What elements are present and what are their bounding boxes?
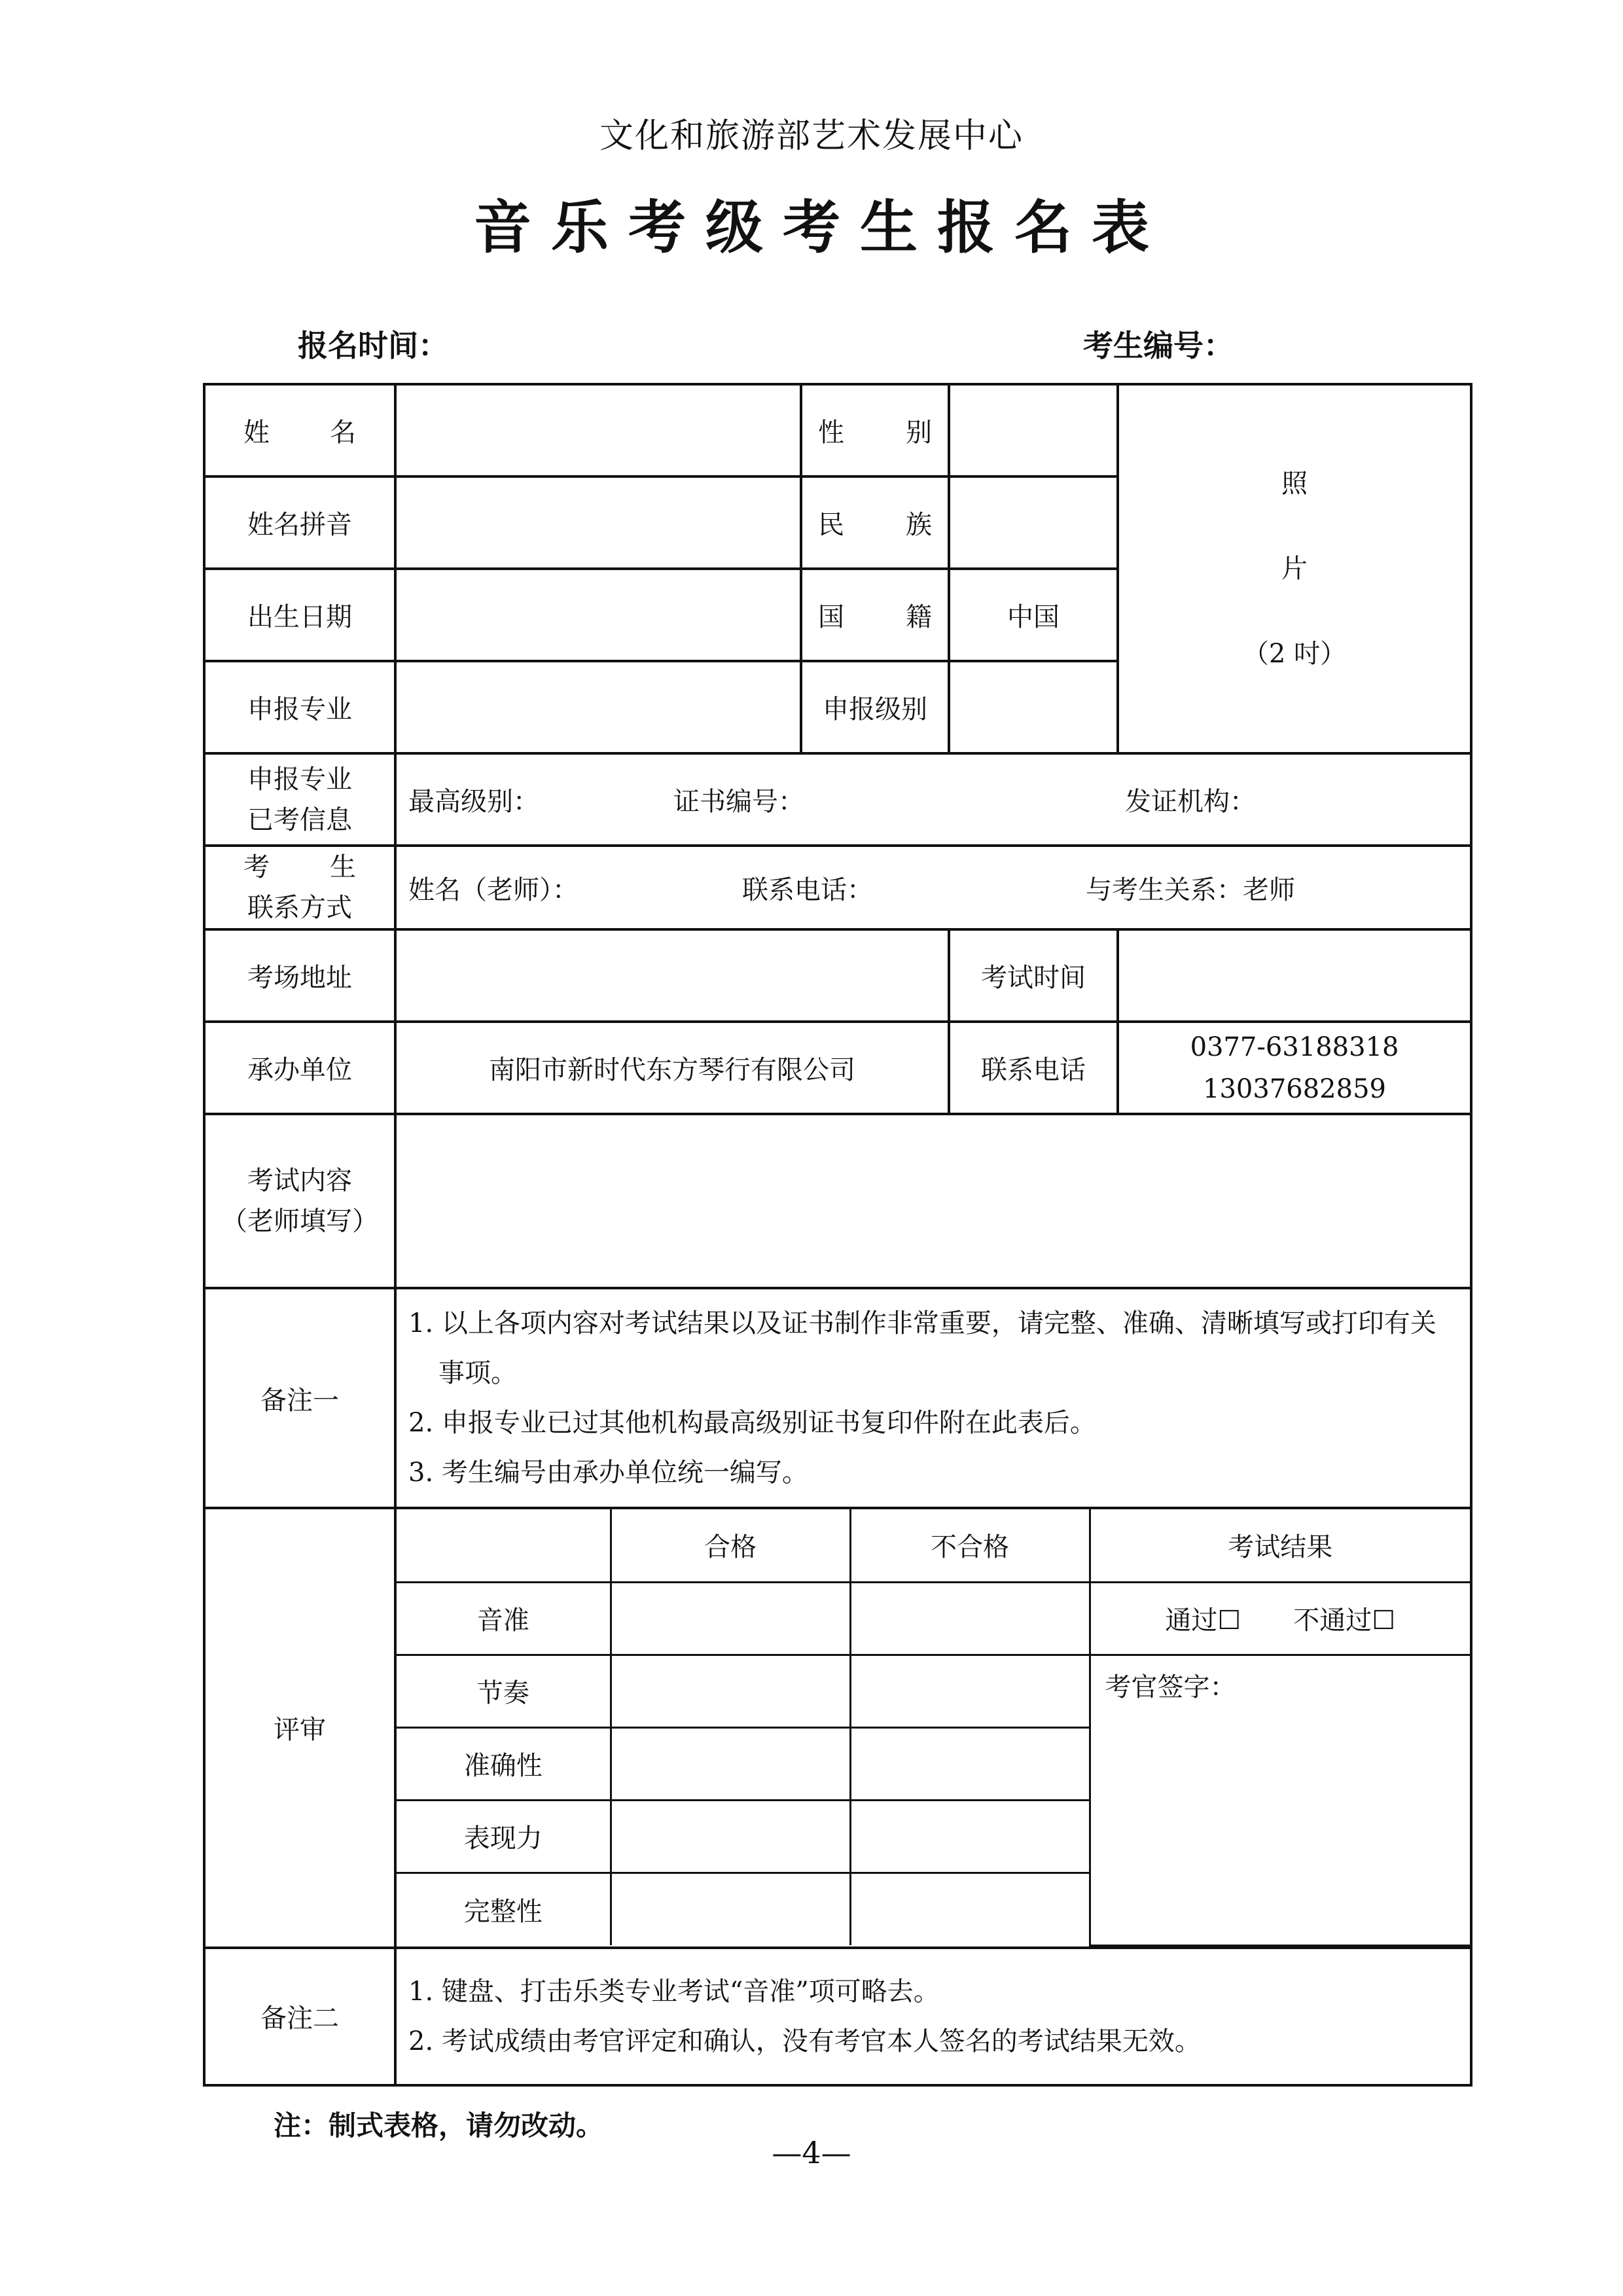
- remark-two-item: 2. 考试成绩由考官评定和确认，没有考官本人签名的考试结果无效。: [408, 2026, 1201, 2056]
- organizer-value: 南阳市新时代东方琴行有限公司: [395, 1022, 949, 1114]
- gender-field[interactable]: [949, 384, 1118, 476]
- remark-two-notes: [395, 1948, 1471, 2085]
- major-field[interactable]: [395, 661, 801, 753]
- exam-time-label: 考试时间: [949, 929, 1118, 1022]
- remark-one-item: 2. 申报专业已过其他机构最高级别证书复印件附在此表后。: [408, 1408, 1096, 1438]
- birth-date-label: 出生日期: [204, 569, 395, 661]
- level-field[interactable]: [949, 661, 1118, 753]
- review-corner-cell: [397, 1509, 611, 1582]
- accuracy-fail-cell[interactable]: [850, 1727, 1090, 1800]
- ethnicity-field[interactable]: [949, 476, 1118, 569]
- level-label: 申报级别: [801, 661, 949, 753]
- review-section: [395, 1508, 1471, 1948]
- column-exam-result: 考试结果: [1090, 1509, 1470, 1582]
- contact-phone: 联系电话：: [742, 874, 873, 905]
- criterion-accuracy: 准确性: [397, 1727, 611, 1800]
- organizer-phone-numbers: 0377-63188318 13037682859: [1118, 1022, 1471, 1114]
- pitch-pass-cell[interactable]: [611, 1582, 850, 1655]
- exam-time-field[interactable]: [1118, 929, 1471, 1022]
- footnote: 注：制式表格，请勿改动。: [274, 2109, 604, 2142]
- rhythm-pass-cell[interactable]: [611, 1655, 850, 1727]
- photo-label-char-2: 片: [1281, 554, 1308, 584]
- venue-field[interactable]: [395, 929, 949, 1022]
- registration-time-label: 报名时间：: [298, 328, 448, 363]
- column-fail: 不合格: [850, 1509, 1090, 1582]
- remark-one-item: 3. 考生编号由承办单位统一编写。: [408, 1458, 808, 1488]
- remark-two-item: 1. 键盘、打击乐类专业考试“音准”项可略去。: [408, 1976, 940, 2007]
- prior-issuing-authority: 发证机构：: [1125, 787, 1256, 817]
- review-grid: [397, 1509, 1470, 1946]
- prior-exam-label: 申报专业 已考信息: [204, 753, 395, 846]
- remark-one-notes: [395, 1288, 1471, 1508]
- pitch-fail-cell[interactable]: [850, 1582, 1090, 1655]
- expressiveness-pass-cell[interactable]: [611, 1800, 850, 1873]
- accuracy-pass-cell[interactable]: [611, 1727, 850, 1800]
- prior-exam-info[interactable]: [395, 753, 1471, 846]
- form-title: 音乐考级考生报名表: [473, 193, 1169, 261]
- venue-label: 考场地址: [204, 929, 395, 1022]
- completeness-pass-cell[interactable]: [611, 1873, 850, 1945]
- exam-content-label: 考试内容 （老师填写）: [204, 1114, 395, 1288]
- exam-content-field[interactable]: [395, 1114, 1471, 1288]
- gender-label: 性 别: [801, 384, 949, 476]
- remark-two-label: 备注二: [204, 1948, 395, 2085]
- name-field[interactable]: [395, 384, 801, 476]
- organization-name: 文化和旅游部艺术发展中心: [599, 117, 1024, 156]
- criterion-rhythm: 节奏: [397, 1655, 611, 1727]
- criterion-expressiveness: 表现力: [397, 1800, 611, 1873]
- birth-date-field[interactable]: [395, 569, 801, 661]
- pinyin-field[interactable]: [395, 476, 801, 569]
- organizer-phone-label: 联系电话: [949, 1022, 1118, 1114]
- pinyin-label: 姓名拼音: [204, 476, 395, 569]
- organizer-label: 承办单位: [204, 1022, 395, 1114]
- name-label: 姓 名: [204, 384, 395, 476]
- photo-size-label: （2 吋）: [1242, 639, 1347, 669]
- contact-teacher-name: 姓名（老师）：: [408, 874, 579, 905]
- criterion-pitch: 音准: [397, 1582, 611, 1655]
- major-label: 申报专业: [204, 661, 395, 753]
- remark-one-label: 备注一: [204, 1288, 395, 1508]
- examiner-signature[interactable]: 考官签字：: [1090, 1655, 1470, 1945]
- remark-one-item: 1. 以上各项内容对考试结果以及证书制作非常重要，请完整、准确、清晰填写或打印有关事项。: [408, 1308, 1436, 1388]
- photo-box[interactable]: [1118, 384, 1471, 753]
- result-checkboxes[interactable]: 通过☐ 不通过☐: [1090, 1582, 1470, 1655]
- page-number: —4—: [772, 2135, 851, 2170]
- rhythm-fail-cell[interactable]: [850, 1655, 1090, 1727]
- review-label: 评审: [204, 1508, 395, 1948]
- ethnicity-label: 民 族: [801, 476, 949, 569]
- candidate-number-label: 考生编号：: [1083, 328, 1234, 363]
- criterion-completeness: 完整性: [397, 1873, 611, 1945]
- prior-highest-level: 最高级别：: [408, 787, 539, 817]
- contact-info[interactable]: [395, 846, 1471, 929]
- photo-label-char-1: 照: [1281, 469, 1308, 499]
- contact-relation: 与考生关系：老师: [1086, 874, 1295, 905]
- expressiveness-fail-cell[interactable]: [850, 1800, 1090, 1873]
- contact-label: 考 生 联系方式: [204, 846, 395, 929]
- completeness-fail-cell[interactable]: [850, 1873, 1090, 1945]
- nationality-value: 中国: [949, 569, 1118, 661]
- prior-certificate-number: 证书编号：: [673, 787, 804, 817]
- nationality-label: 国 籍: [801, 569, 949, 661]
- registration-form-table: [203, 383, 1472, 2087]
- column-pass: 合格: [611, 1509, 850, 1582]
